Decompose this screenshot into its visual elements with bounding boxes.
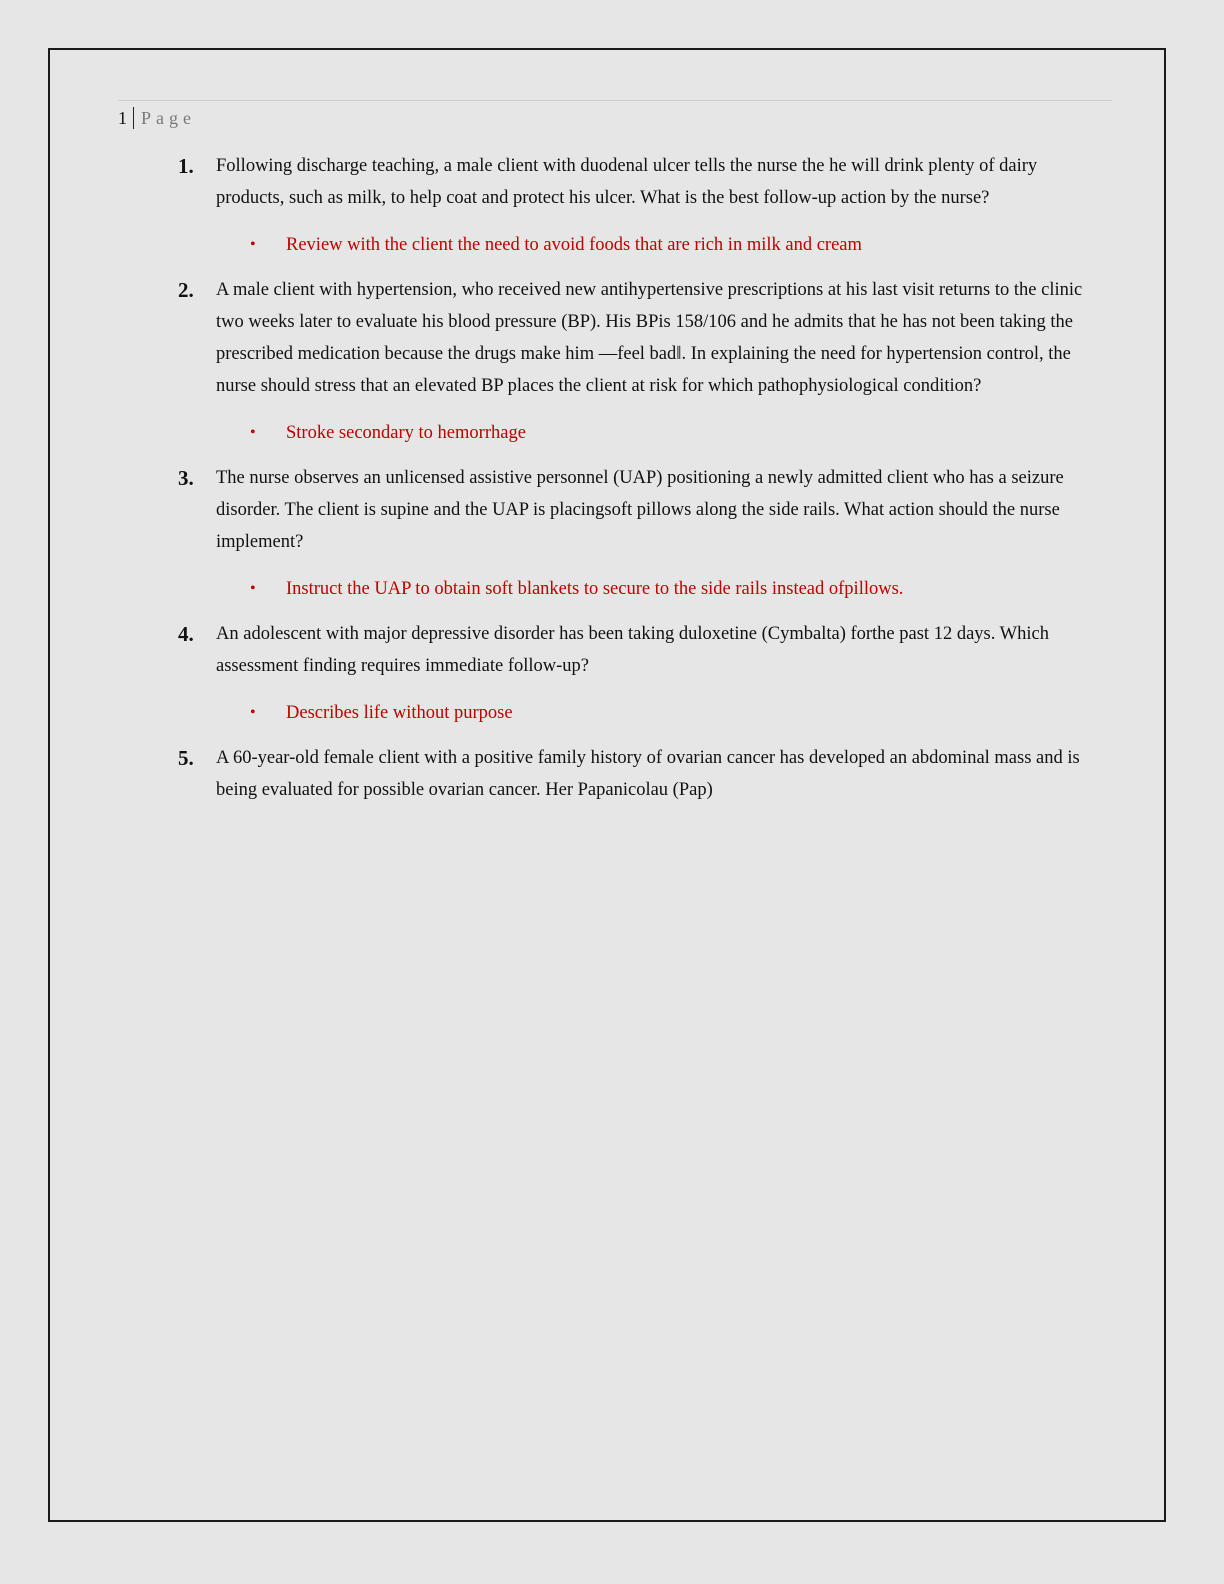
answer-text: Stroke secondary to hemorrhage (286, 423, 526, 443)
page-header (118, 106, 196, 130)
answer (178, 418, 1098, 448)
header-rule (118, 100, 1112, 101)
bullet-icon: • (250, 236, 256, 253)
question-text: An adolescent with major depressive disorder has been taking duloxetine (Cymbalta) forthe past 12 days. Which assessment finding requires immediate follow-up? (216, 624, 1049, 676)
page-number: 1 (118, 108, 127, 128)
question-number: 1. (178, 154, 194, 178)
question-item-2 (178, 274, 1098, 448)
question-text: A male client with hypertension, who received new antihypertensive prescriptions at his last visit returns to the clinic two weeks later to evaluate his blood pressure (BP). His BPis 158/106 and he admits that he has not been taking the prescribed medication because the drugs make him —feel bad‖. In explaining the need for hypertension control, the nurse should stress that an elevated BP places the client at risk for which pathophysiological condition? (216, 280, 1083, 396)
page-label: Page (141, 108, 196, 128)
question (178, 274, 1098, 402)
question-item-4 (178, 618, 1098, 728)
question-number: 3. (178, 466, 194, 490)
answer-text: Review with the client the need to avoid foods that are rich in milk and cream (286, 235, 862, 255)
question (178, 150, 1098, 214)
bullet-icon: • (250, 704, 256, 721)
question-number: 2. (178, 278, 194, 302)
question-number: 4. (178, 622, 194, 646)
question-item-5 (178, 742, 1098, 806)
answer (178, 698, 1098, 728)
question-text: A 60-year-old female client with a positive family history of ovarian cancer has developed an abdominal mass and is being evaluated for possible ovarian cancer. Her Papanicolau (Pap) (216, 748, 1080, 800)
question-item-3 (178, 462, 1098, 604)
answer (178, 230, 1098, 260)
header-separator (133, 107, 134, 129)
bullet-icon: • (250, 580, 256, 597)
question (178, 742, 1098, 806)
question (178, 462, 1098, 558)
question-item-1 (178, 150, 1098, 260)
answer-text: Instruct the UAP to obtain soft blankets to secure to the side rails instead ofpillows. (286, 579, 904, 599)
answer (178, 574, 1098, 604)
bullet-icon: • (250, 424, 256, 441)
answer-text: Describes life without purpose (286, 703, 513, 723)
question-list (178, 150, 1098, 820)
question-number: 5. (178, 746, 194, 770)
question-text: The nurse observes an unlicensed assistive personnel (UAP) positioning a newly admitted client who has a seizure disorder. The client is supine and the UAP is placingsoft pillows along the side rails. What action should the nurse implement? (216, 468, 1064, 552)
question (178, 618, 1098, 682)
question-text: Following discharge teaching, a male client with duodenal ulcer tells the nurse the he will drink plenty of dairy products, such as milk, to help coat and protect his ulcer. What is the best follow-up action by the nurse? (216, 156, 1038, 208)
